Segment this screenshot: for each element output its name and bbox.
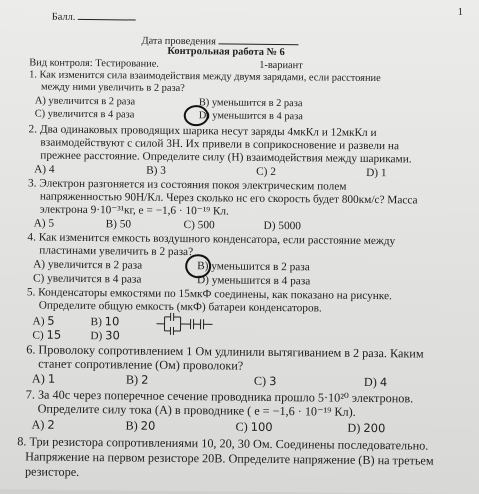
question-6-line-1: 6. Проволоку сопротивлением 1 Ом удлинили вытягиванием в 2 раза. Каким xyxy=(26,342,423,360)
date-blank xyxy=(218,33,298,45)
variant-label: 1-вариант xyxy=(259,60,303,72)
q1-option-d[interactable]: D) уменьшится в 4 раза xyxy=(199,110,303,123)
q6-option-c[interactable]: С) 3 xyxy=(254,374,277,388)
question-5-line-1: 5. Конденсаторы емкостями по 15мкФ соединены, как показано на рисунке. xyxy=(27,286,392,303)
q2-option-b[interactable]: В) 3 xyxy=(146,165,166,178)
question-3-line-3: электрона 9·10⁻³¹кг, е = −1,6 · 10⁻¹⁹ Кл. xyxy=(40,204,229,219)
q3-option-d[interactable]: D) 5000 xyxy=(264,220,301,233)
q7-option-b[interactable]: В) 20 xyxy=(125,418,155,432)
question-1-line-1: 1. Как изменится сила взаимодействия между двумя зарядами, если расстояние xyxy=(29,69,381,85)
q4-option-b[interactable]: В) уменьшится в 2 раза xyxy=(197,260,310,274)
question-1-line-2: между ними увеличить в 2 раза? xyxy=(41,82,185,96)
q6-option-b[interactable]: В) 2 xyxy=(126,372,149,386)
q7-option-a[interactable]: А) 2 xyxy=(31,417,54,431)
question-4-line-2: пластинами увеличить в 2 раза? xyxy=(39,245,193,260)
q1-option-b[interactable]: В) уменьшится в 2 раза xyxy=(199,97,303,110)
question-8-line-3: резисторе. xyxy=(25,464,79,479)
question-2-line-3: прежнее расстояние. Определите силу (Н) взаимодействия между шариками. xyxy=(40,150,411,167)
question-6-line-2: станет сопротивление (Ом) проволоки? xyxy=(38,357,243,373)
q5-option-c[interactable]: С) 15 xyxy=(32,328,61,342)
score-field xyxy=(52,9,136,25)
q3-option-c[interactable]: С) 500 xyxy=(184,219,215,232)
question-2-line-1: 2. Два одинаковых проводящих шарика несут заряды 4мкКл и 12мкКл и xyxy=(29,123,377,140)
score-label: Балл. xyxy=(52,12,76,23)
q6-option-a[interactable]: А) 1 xyxy=(32,371,55,385)
capacitor-circuit-diagram xyxy=(154,312,216,337)
corner-mark: 1 xyxy=(458,7,463,19)
answer-circle-mark xyxy=(184,105,209,126)
q2-option-c[interactable]: С) 2 xyxy=(256,166,276,179)
page-title: Контрольная работа № 6 xyxy=(167,46,284,59)
question-7-line-2: Определите силу тока (А) в проводнике ( е = −1,6 · 10⁻¹⁹ Кл). xyxy=(38,402,356,419)
question-5-line-2: Определите общую емкость (мкФ) батареи конденсаторов. xyxy=(39,300,322,316)
q3-option-a[interactable]: А) 5 xyxy=(34,217,55,230)
q5-option-a[interactable]: А) 5 xyxy=(32,314,54,328)
question-7-line-1: 7. За 40с через поперечное сечение проводника прошло 5·10²⁰ электронов. xyxy=(26,387,414,405)
q3-option-b[interactable]: В) 50 xyxy=(106,218,132,231)
question-2-line-2: взаимодействуют с силой 3Н. Их привели в соприкосновение и развели на xyxy=(40,137,399,154)
question-4-line-1: 4. Как изменится емкость воздушного конденсатора, если расстояние между xyxy=(27,231,395,248)
question-8-line-1: 8. Три резистора сопротивлениями 10, 20, 30 Ом. Соединены последовательно. xyxy=(17,434,428,452)
q4-option-c[interactable]: С) увеличится в 4 раза xyxy=(33,272,141,286)
score-blank xyxy=(78,9,136,21)
q5-option-d[interactable]: D) 30 xyxy=(90,329,120,343)
question-3-line-1: 3. Электрон разгоняется из состояния покоя электрическим полем xyxy=(28,177,347,193)
q4-option-d[interactable]: D) уменьшится в 4 раза xyxy=(197,274,310,288)
q2-option-a[interactable]: А) 4 xyxy=(34,163,55,176)
question-8-line-2: Напряжение на первом резисторе 20В. Определите напряжение (В) на третьем xyxy=(25,449,434,467)
q6-option-d[interactable]: D) 4 xyxy=(364,375,387,389)
question-3-line-2: напряженностью 90Н/Кл. Через сколько нс его скорость будет 800км/с? Масса xyxy=(40,191,418,208)
q1-option-c[interactable]: С) увеличится в 4 раза xyxy=(35,108,135,121)
date-label: Дата проведения xyxy=(141,36,216,48)
q1-option-a[interactable]: А) увеличится в 2 раза xyxy=(35,95,135,108)
answer-circle-mark xyxy=(185,254,211,278)
q7-option-c[interactable]: С) 100 xyxy=(235,420,272,434)
q7-option-d[interactable]: D) 200 xyxy=(347,421,385,435)
q4-option-a[interactable]: А) увеличится в 2 раза xyxy=(33,258,142,272)
control-type: Вид контроля: Тестирование. xyxy=(29,57,159,70)
q5-option-b[interactable]: В) 10 xyxy=(90,315,119,329)
q2-option-d[interactable]: D) 1 xyxy=(366,167,387,180)
